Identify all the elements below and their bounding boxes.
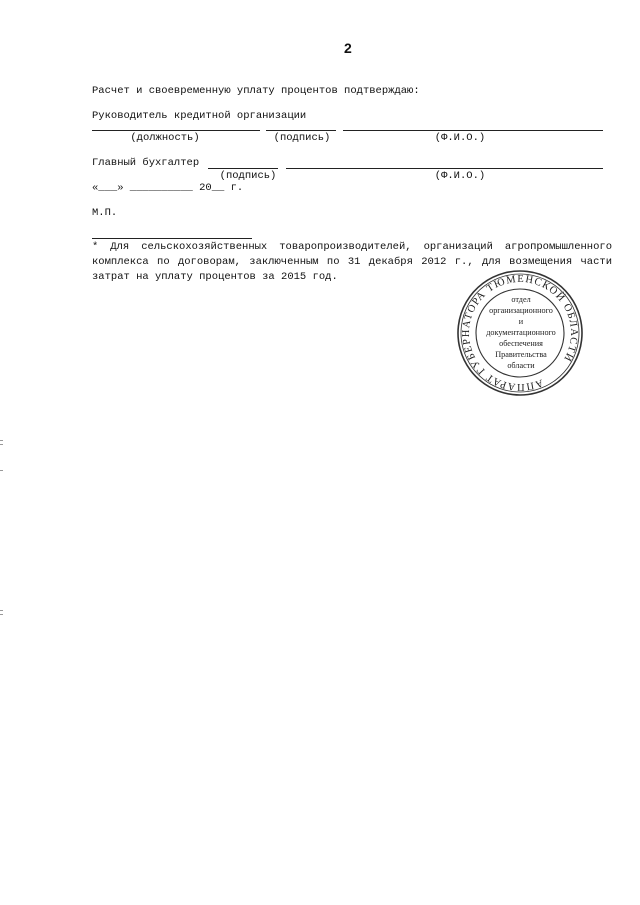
position-caption: (должность)	[130, 132, 200, 144]
accountant-fio-caption: (Ф.И.О.)	[434, 170, 486, 182]
confirm-text: Расчет и своевременную уплату процентов подтверждаю:	[92, 85, 420, 97]
seal-line-3: и	[518, 317, 524, 326]
official-seal	[455, 268, 585, 398]
seal-line-1: отдел	[511, 295, 531, 304]
head-signature-line	[266, 130, 336, 131]
head-fio-line	[343, 130, 603, 131]
seal-line-6: Правительства	[495, 350, 547, 359]
seal-ring-text: АППАРАТ ГУБЕРНАТОРА ТЮМЕНСКОЙ ОБЛАСТИ	[460, 273, 580, 393]
seal-line-5: обеспечения	[499, 339, 543, 348]
accountant-label: Главный бухгалтер	[92, 157, 200, 169]
scan-edge-mark	[0, 614, 3, 615]
accountant-signature-caption: (подпись)	[219, 170, 277, 182]
scan-edge-mark	[0, 440, 3, 441]
page-number: 2	[344, 40, 352, 56]
accountant-signature-line	[208, 168, 278, 169]
seal-line-7: области	[507, 361, 535, 370]
scan-edge-mark	[0, 610, 3, 611]
head-signature-caption: (подпись)	[273, 132, 331, 144]
date-line: «___» __________ 20__ г.	[92, 182, 244, 194]
seal-line-2: организационного	[489, 306, 553, 315]
scan-edge-mark	[0, 444, 3, 445]
footnote: * Для сельскохозяйственных товаропроизводителей, организаций агропромышленного комплекса по договорам, заключенным по 31 декабря 2012 г., для возмещения части затрат на уплату процентов за 2015 год.	[92, 241, 612, 283]
seal-line-4: документационного	[486, 328, 556, 337]
head-fio-caption: (Ф.И.О.)	[434, 132, 486, 144]
footnote-separator	[92, 238, 252, 239]
head-label: Руководитель кредитной организации	[92, 110, 307, 122]
accountant-fio-line	[286, 168, 603, 169]
mp-label: М.П.	[92, 207, 118, 219]
position-line	[92, 130, 260, 131]
scan-edge-mark	[0, 470, 3, 471]
